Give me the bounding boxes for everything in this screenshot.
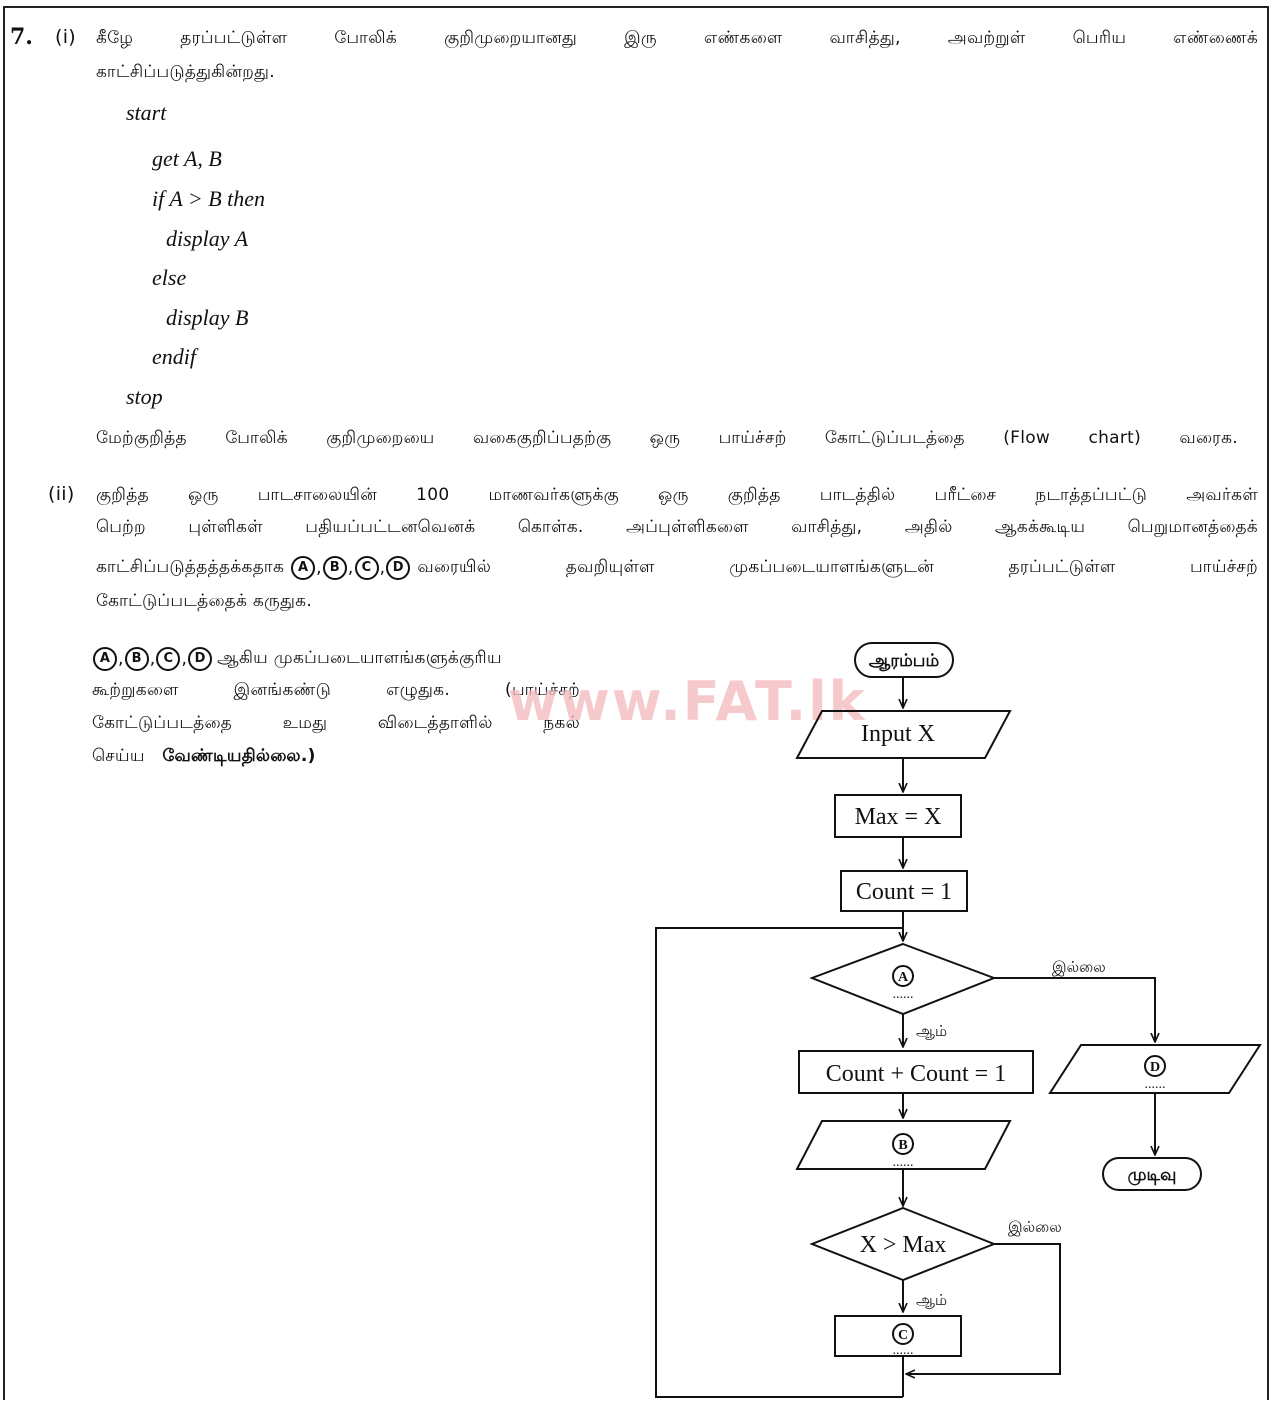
task-marker-b: B	[125, 647, 149, 671]
flow-no-label-a: இல்லை	[1052, 958, 1106, 976]
part-ii-line2: பெற்ற புள்ளிகள் பதியப்பட்டனவெனக் கொள்க. அப்புள்ளிகளை வாசித்து, அதில் ஆகக்கூடிய பெறுமானத்தைக்	[96, 517, 1258, 537]
pseudocode-endif: endif	[152, 344, 196, 369]
flow-marker-c: C	[897, 1328, 909, 1343]
part-ii-label: (ii)	[48, 483, 75, 505]
question-number: 7.	[10, 24, 33, 50]
pseudocode-if: if A > B then	[152, 186, 266, 211]
part-i-label: (i)	[55, 26, 77, 48]
flow-dots-d: ......	[1144, 1077, 1166, 1092]
marker-a: A	[291, 556, 315, 580]
pseudocode-start: start	[126, 100, 167, 125]
task-line3: கோட்டுப்படத்தை உமது விடைத்தாளில் நகல்	[92, 713, 580, 733]
flow-marker-d: D	[1149, 1060, 1161, 1075]
part-ii-line3-before: காட்சிப்படுத்தத்தக்கதாக	[96, 557, 285, 577]
part-ii-line3-after: வரையில் தவறியுள்ள முகப்படையாளங்களுடன் தரப்பட்டுள்ள பாய்ச்சற்	[417, 557, 1258, 577]
task-marker-c: C	[156, 647, 180, 671]
flow-marker-a: A	[897, 970, 909, 985]
part-i-instruction: மேற்குறித்த போலிக் குறிமுறையை வகைகுறிப்பதற்கு ஒரு பாய்ச்சற் கோட்டுப்படத்தை (Flow chart) வரைக.	[96, 428, 1238, 448]
flow-marker-b: B	[898, 1138, 908, 1153]
marker-d: D	[386, 556, 410, 580]
pseudocode-display-a: display A	[166, 226, 249, 251]
watermark: www.FAT.lk	[508, 670, 867, 733]
flow-no-label-max: இல்லை	[1008, 1218, 1062, 1236]
task-line4-b: வேண்டியதில்லை.)	[162, 746, 316, 766]
flow-dots-a: ......	[892, 987, 914, 1002]
pseudocode-stop: stop	[126, 384, 163, 409]
flow-end-text: முடிவு	[1127, 1165, 1177, 1185]
flow-yes-label-a: ஆம்	[916, 1022, 948, 1040]
marker-group: A , B , C , D	[290, 556, 411, 580]
flow-max-init-text: Max = X	[854, 804, 942, 830]
flow-dots-c: ......	[892, 1343, 914, 1358]
part-i-intro-line1: கீழே தரப்பட்டுள்ள போலிக் குறிமுறையானது இரு எண்களை வாசித்து, அவற்றுள் பெரிய எண்ணைக்	[96, 28, 1258, 48]
flow-count-init-text: Count = 1	[855, 879, 953, 905]
task-marker-group: A , B , C , D	[92, 647, 213, 671]
flow-start-text: ஆரம்பம்	[868, 651, 940, 671]
flow-yes-label-max: ஆம்	[916, 1291, 948, 1309]
pseudocode-get: get A, B	[152, 146, 222, 171]
part-ii-line1: குறித்த ஒரு பாடசாலையின் 100 மாணவர்களுக்கு ஒரு குறித்த பாடத்தில் பரீட்சை நடாத்தப்பட்டு அவர்கள்	[96, 485, 1258, 505]
task-line2: கூற்றுகளை இனங்கண்டு எழுதுக. (பாய்ச்சற்	[92, 680, 580, 700]
pseudocode-else: else	[152, 265, 187, 290]
task-line1-text: ஆகிய முகப்படையாளங்களுக்குரிய	[217, 648, 502, 668]
flow-input-text: Input X	[861, 721, 935, 747]
pseudocode-display-b: display B	[166, 305, 249, 330]
flow-no-branch-a	[994, 978, 1155, 1042]
part-i-intro-line2: காட்சிப்படுத்துகின்றது.	[96, 62, 275, 82]
task-marker-d: D	[188, 647, 212, 671]
task-line4-a: செய்ய	[92, 746, 145, 766]
marker-b: B	[323, 556, 347, 580]
flow-no-branch-max	[906, 1244, 1060, 1374]
part-ii-line4: கோட்டுப்படத்தைக் கருதுக.	[96, 591, 313, 611]
flow-dots-b: ......	[892, 1155, 914, 1170]
marker-c: C	[355, 556, 379, 580]
flow-decision-max-text: X > Max	[859, 1232, 947, 1258]
flow-count-update-text: Count + Count = 1	[825, 1061, 1007, 1087]
task-marker-a: A	[93, 647, 117, 671]
